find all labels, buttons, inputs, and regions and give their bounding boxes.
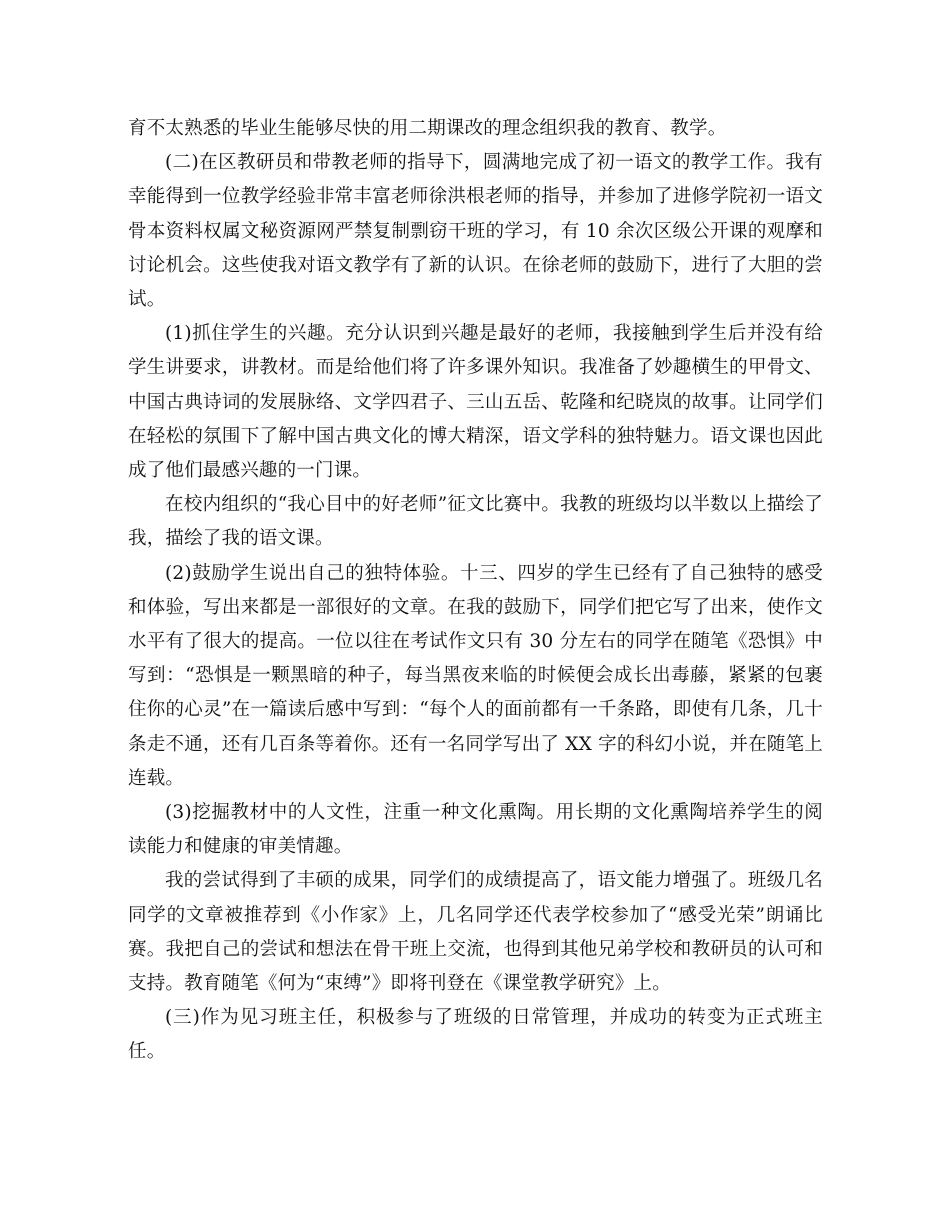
paragraph-continuation: 育不太熟悉的毕业生能够尽快的用二期课改的理念组织我的教育、教学。 [128, 118, 727, 139]
paragraph-point-two: (2)鼓励学生说出自己的独特体验。十三、四岁的学生已经有了自己独特的感受和体验，写出来都是一部很好的文章。在我的鼓励下，同学们把它写了出来，使作文水平有了很大的提高。一位以往在考试作文只有 30 分左右的同学在随笔《恐惧》中写到：“恐惧是一颗黑暗的种子，每当黑夜来临的时候便会成长出毒藤，紧紧的包裹住你的心灵”在一篇读后感中写到：“每个人的面前都有一千条路，即使有几条，几十条走不通，还有几百条等着你。还有一名同学写出了 XX 字的科幻小说，并在随笔上连载。 [128, 562, 823, 789]
paragraph-section-two: (二)在区教研员和带教老师的指导下，圆满地完成了初一语文的教学工作。我有幸能得到一位教学经验非常丰富老师徐洪根老师的指导，并参加了进修学院初一语文骨本资料权属文秘资源网严禁复制剽窃干班的学习，有 10 余次区级公开课的观摩和讨论机会。这些使我对语文教学有了新的认识。在徐老师的鼓励下，进行了大胆的尝试。 [128, 152, 823, 311]
paragraph-essay-contest: 在校内组织的“我心目中的好老师”征文比赛中。我教的班级均以半数以上描绘了我，描绘了我的语文课。 [128, 494, 823, 550]
paragraph-section-three: (三)作为见习班主任，积极参与了班级的日常管理，并成功的转变为正式班主任。 [128, 1007, 823, 1063]
paragraph-point-three: (3)挖掘教材中的人文性，注重一种文化熏陶。用长期的文化熏陶培养学生的阅读能力和健康的审美情趣。 [128, 802, 823, 858]
paragraph-point-one: (1)抓住学生的兴趣。充分认识到兴趣是最好的老师，我接触到学生后并没有给学生讲要求，讲教材。而是给他们将了许多课外知识。我准备了妙趣横生的甲骨文、中国古典诗词的发展脉络、文学四君子、三山五岳、乾隆和纪晓岚的故事。让同学们在轻松的氛围下了解中国古典文化的博大精深，语文学科的独特魅力。语文课也因此成了他们最感兴趣的一门课。 [128, 323, 823, 482]
document-body [128, 112, 823, 1070]
paragraph-results: 我的尝试得到了丰硕的成果，同学们的成绩提高了，语文能力增强了。班级几名同学的文章被推荐到《小作家》上，几名同学还代表学校参加了“感受光荣”朗诵比赛。我把自己的尝试和想法在骨干班上交流，也得到其他兄弟学校和教研员的认可和支持。教育随笔《何为“束缚”》即将刊登在《课堂教学研究》上。 [128, 870, 823, 995]
